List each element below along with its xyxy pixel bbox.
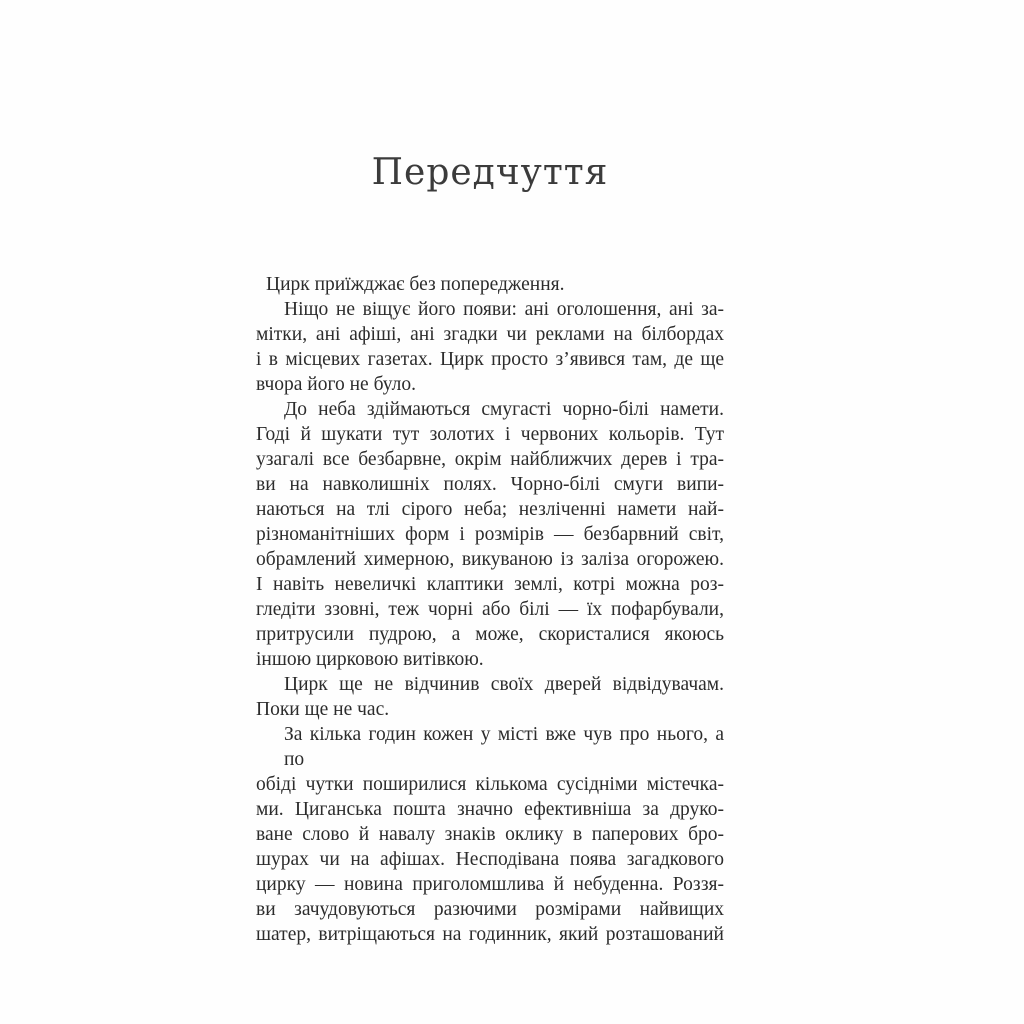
text-line: наються на тлі сірого неба; незліченні намети най- bbox=[256, 499, 724, 520]
text-line: обрамлений химерною, викуваною із заліза огорожею. bbox=[256, 549, 724, 570]
text-line: Цирк приїжджає без попередження. bbox=[266, 274, 565, 295]
text-line: ви на навколишніх полях. Чорно-білі смуги випи- bbox=[256, 474, 724, 495]
text-line: До неба здіймаються смугасті чорно-білі намети. bbox=[284, 399, 724, 420]
text-line: Цирк ще не відчинив своїх дверей відвідувачам. bbox=[284, 674, 724, 695]
text-line: узагалі все безбарвне, окрім найближчих дерев і тра- bbox=[256, 449, 724, 470]
paragraph bbox=[256, 272, 724, 297]
text-line: І навіть невеличкі клаптики землі, котрі можна роз- bbox=[256, 574, 724, 595]
text-line: різноманітніших форм і розмірів — безбарвний світ, bbox=[256, 524, 724, 545]
text-line: Ніщо не віщує його появи: ані оголошення, ані за- bbox=[284, 299, 724, 320]
text-line: мітки, ані афіші, ані згадки чи реклами на білбордах bbox=[256, 324, 724, 345]
text-line: іншою цирковою витівкою. bbox=[256, 649, 484, 670]
paragraph bbox=[256, 297, 724, 397]
paragraph bbox=[256, 722, 724, 947]
text-line: ви зачудовуються разючими розмірами найвищих bbox=[256, 899, 724, 920]
text-line: ване слово й навалу знаків оклику в паперових бро- bbox=[256, 824, 724, 845]
text-line: За кілька годин кожен у місті вже чув про нього, а по bbox=[284, 724, 724, 770]
chapter-title: Передчуття bbox=[371, 152, 609, 193]
paragraph bbox=[256, 672, 724, 722]
text-line: притрусили пудрою, а може, скористалися якоюсь bbox=[256, 624, 724, 645]
text-line: шурах чи на афішах. Несподівана поява загадкового bbox=[256, 849, 724, 870]
text-line: цирку — новина приголомшлива й небуденна. Роззя- bbox=[256, 874, 724, 895]
text-line: Годі й шукати тут золотих і червоних кольорів. Тут bbox=[256, 424, 724, 445]
paragraph bbox=[256, 397, 724, 672]
text-line: гледіти ззовні, теж чорні або білі — їх пофарбували, bbox=[256, 599, 724, 620]
text-line: ми. Циганська пошта значно ефективніша за друко- bbox=[256, 799, 724, 820]
body-text bbox=[256, 272, 724, 947]
text-line: Поки ще не час. bbox=[256, 699, 390, 720]
text-line: шатер, витріщаються на годинник, який розташований bbox=[256, 924, 724, 945]
text-line: і в місцевих газетах. Цирк просто з’явився там, де ще bbox=[256, 349, 724, 370]
text-line: вчора його не було. bbox=[256, 374, 417, 395]
text-line: обіді чутки поширилися кількома сусідніми містечка- bbox=[256, 774, 724, 795]
